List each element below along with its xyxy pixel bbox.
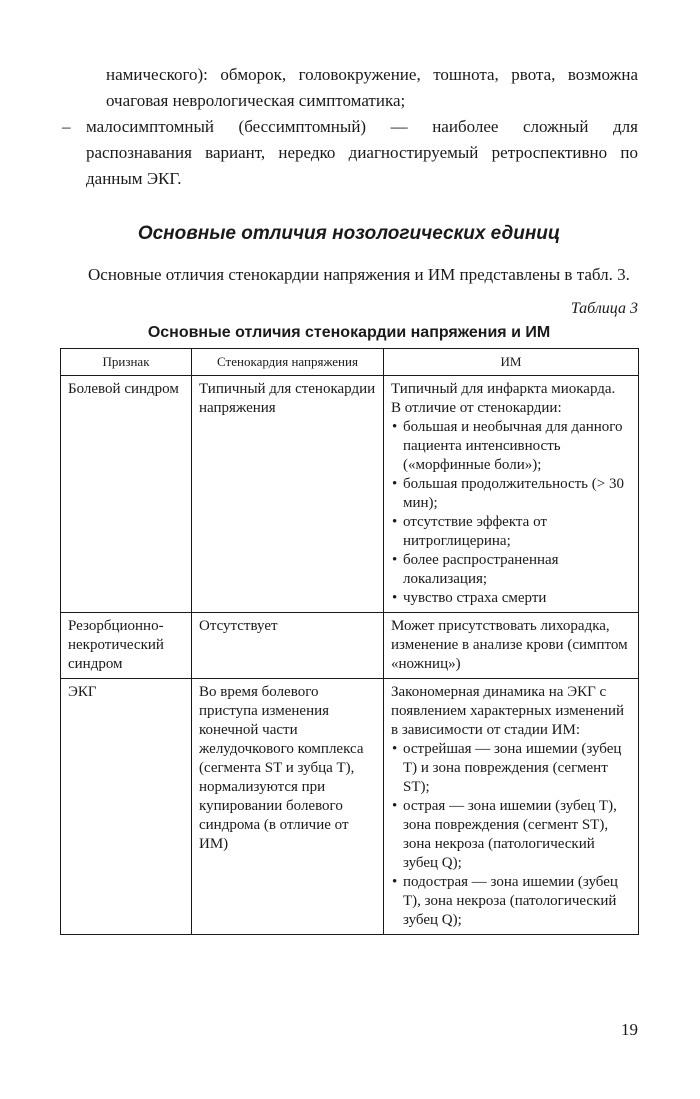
page-number: 19 [621,1020,638,1039]
mi-intro-line: В отличие от стенокардии: [391,400,562,416]
mi-bullet-text: большая и необычная для данного пациента интенсивность («морфинные боли»); [403,419,623,473]
mi-bullet-text: большая продолжительность (> 30 мин); [403,476,624,511]
mi-bullet-list [391,418,632,608]
table-label: Таблица 3 [570,300,638,317]
bullet-dot-icon: • [392,741,398,757]
table-row [61,376,639,613]
page-body [60,62,638,935]
mi-bullet-item [391,589,632,608]
table-row [61,679,639,935]
cell-angina: Типичный для стенокардии напряжения [192,376,384,613]
table-row [61,613,639,679]
bullet-dot-icon: • [392,514,398,530]
dash-marker: – [62,117,71,136]
bullet-dot-icon: • [392,590,398,606]
bullet-dot-icon: • [392,798,398,814]
bullet-continuation: намического): обморок, головокружение, тошнота, рвота, возможна очаговая неврологическая симптоматика; [106,65,638,110]
bullet-dot-icon: • [392,552,398,568]
mi-bullet-item [391,513,632,551]
mi-bullet-text: подострая — зона ишемии (зубец T), зона некроза (патологический зубец Q); [403,874,618,928]
cell-feature: Резорбционно-некротический синдром [61,613,192,679]
bullet-item-asymptomatic [60,114,638,192]
header-angina: Стенокардия напряжения [192,349,384,376]
mi-bullet-text: отсутствие эффекта от нитроглицерина; [403,514,547,549]
bullet-dot-icon: • [392,476,398,492]
mi-bullet-item [391,873,632,930]
mi-bullet-item [391,740,632,797]
cell-feature: Болевой синдром [61,376,192,613]
header-feature: Признак [61,349,192,376]
cell-mi [384,376,639,613]
mi-intro-line: Закономерная динамика на ЭКГ с появлением характерных изменений в зависимости от стадии ИМ: [391,684,625,738]
header-mi: ИМ [384,349,639,376]
bullet-dot-icon: • [392,874,398,890]
bullet-text: малосимптомный (бессимптомный) — наиболее сложный для распознавания вариант, нередко диагностируемый ретроспективно по данным ЭКГ. [86,117,638,188]
mi-bullet-text: чувство страха смерти [403,590,547,606]
cell-angina: Во время болевого приступа изменения конечной части желудочкового комплекса (сегмента ST и зубца T), нормализуются при купировании болевого синдрома (в отличие от ИМ) [192,679,384,935]
table-title: Основные отличия стенокардии напряжения и ИМ [147,324,551,341]
mi-bullet-item [391,475,632,513]
mi-bullet-item [391,797,632,873]
section-title: Основные отличия нозологических единиц [137,223,561,244]
cell-mi [384,679,639,935]
mi-bullet-list [391,740,632,930]
cell-mi [384,613,639,679]
mi-intro-line: Может присутствовать лихорадка, изменение в анализе крови (симптом «ножниц») [391,618,628,672]
bullet-dot-icon: • [392,419,398,435]
cell-angina: Отсутствует [192,613,384,679]
mi-bullet-text: острейшая — зона ишемии (зубец T) и зона повреждения (сегмент ST); [403,741,622,795]
table-header-row [61,349,639,376]
mi-bullet-item [391,551,632,589]
body-paragraph: Основные отличия стенокардии напряжения и ИМ представлены в табл. 3. [88,265,630,284]
comparison-table [60,348,639,935]
mi-bullet-item [391,418,632,475]
mi-bullet-text: острая — зона ишемии (зубец T), зона повреждения (сегмент ST), зона некроза (патологический зубец Q); [403,798,617,871]
cell-feature: ЭКГ [61,679,192,935]
mi-bullet-text: более распространенная локализация; [403,552,559,587]
mi-intro-line: Типичный для инфаркта миокарда. [391,381,616,397]
